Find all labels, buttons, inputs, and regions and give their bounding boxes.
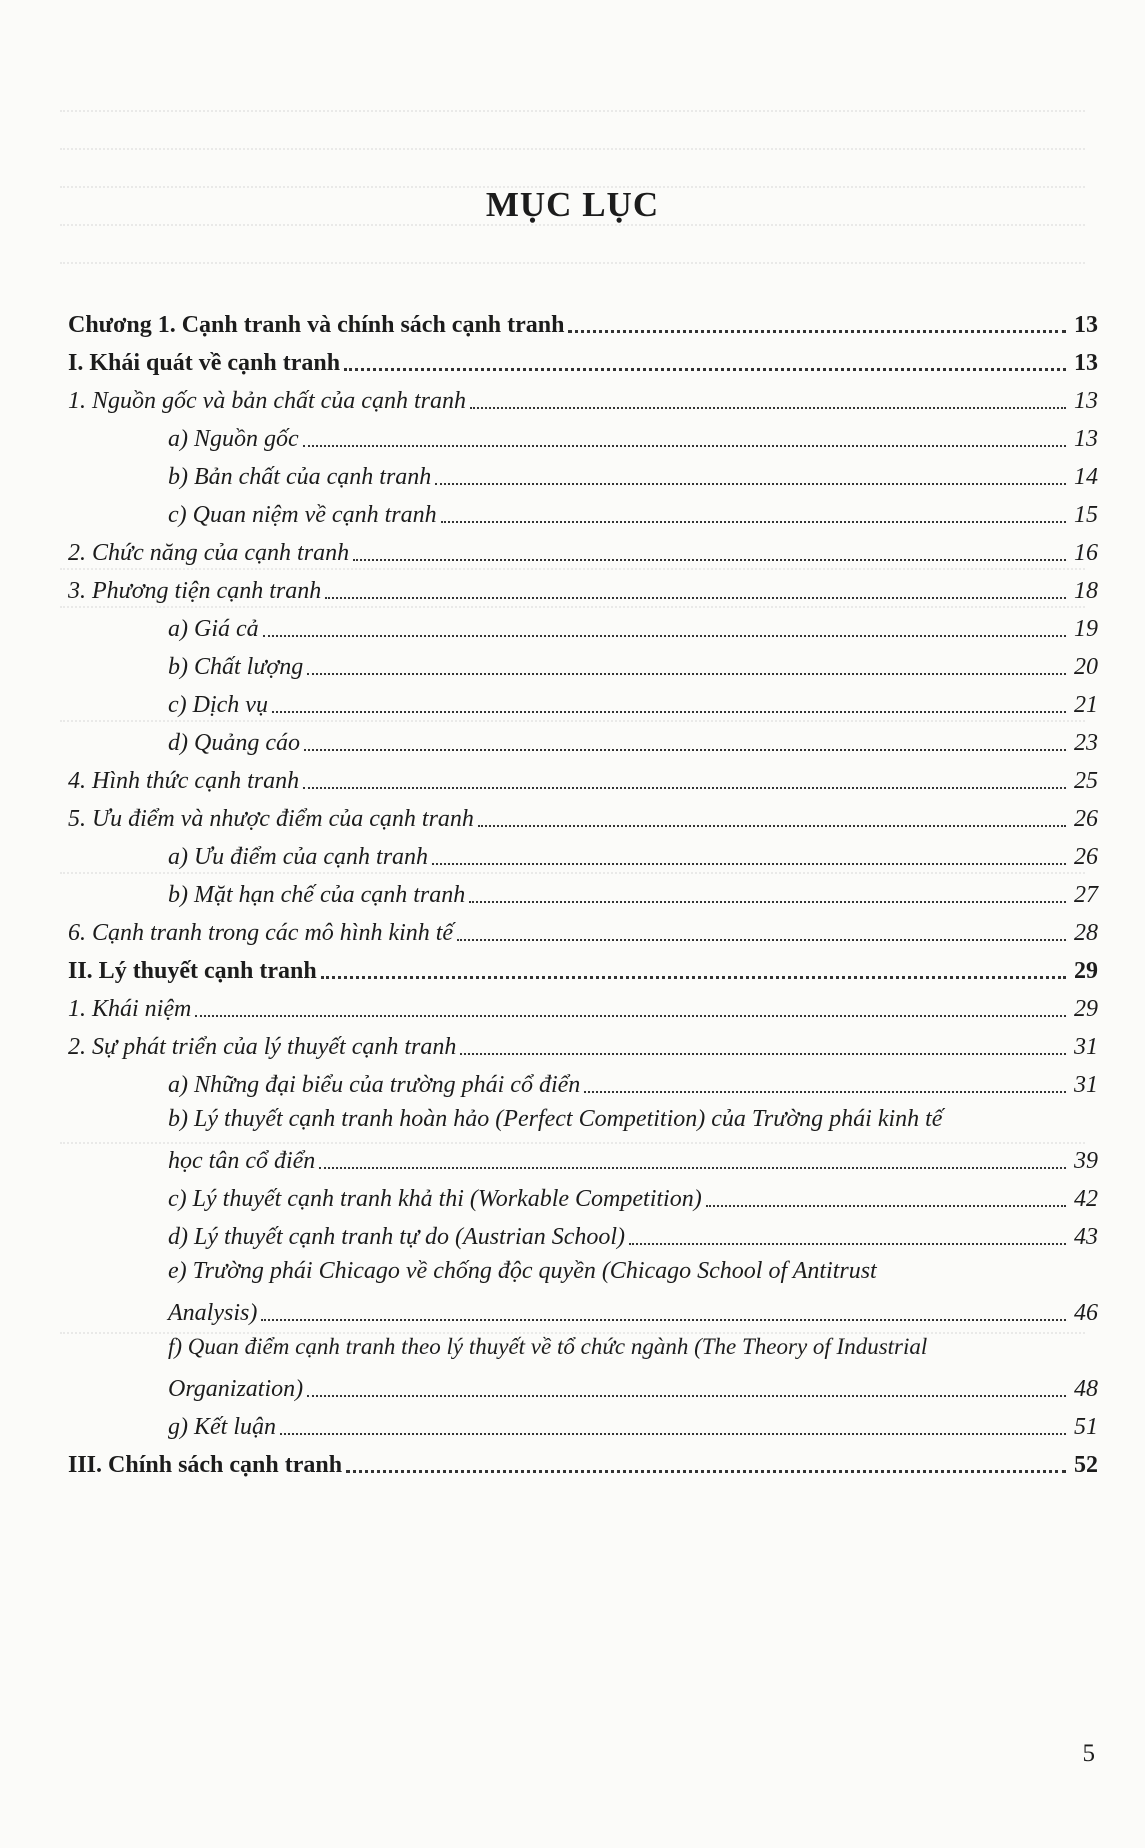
page-ref: 16 — [1074, 540, 1098, 566]
toc-entry[interactable]: học tân cổ điển 39 — [168, 1148, 1098, 1174]
page-ref: 29 — [1074, 996, 1098, 1022]
page-title: MỤC LỤC — [485, 185, 660, 225]
page-ref: 21 — [1074, 692, 1098, 718]
page-ref: 26 — [1074, 806, 1098, 832]
toc-entry[interactable]: d) Quảng cáo 23 — [168, 730, 1098, 756]
toc-entry[interactable]: b) Chất lượng 20 — [168, 654, 1098, 680]
toc-entry-line1: b) Lý thuyết cạnh tranh hoàn hảo (Perfect Competition) của Trường phái kinh tế — [168, 1106, 943, 1132]
toc-entry[interactable]: 2. Chức năng của cạnh tranh 16 — [68, 540, 1098, 566]
page-ref: 14 — [1074, 464, 1098, 490]
toc-entry[interactable]: 1. Nguồn gốc và bản chất của cạnh tranh 13 — [68, 388, 1098, 414]
page-ref: 48 — [1074, 1376, 1098, 1402]
toc-entry[interactable]: Chương 1. Cạnh tranh và chính sách cạnh tranh 13 — [68, 312, 1098, 338]
toc-entry[interactable]: d) Lý thuyết cạnh tranh tự do (Austrian School) 43 — [168, 1224, 1098, 1250]
page-ref: 27 — [1074, 882, 1098, 908]
toc-entry[interactable]: I. Khái quát về cạnh tranh 13 — [68, 350, 1098, 376]
toc-entry[interactable]: c) Lý thuyết cạnh tranh khả thi (Workable Competition) 42 — [168, 1186, 1098, 1212]
page-ref: 28 — [1074, 920, 1098, 946]
page-ref: 31 — [1074, 1034, 1098, 1060]
page-ref: 51 — [1074, 1414, 1098, 1440]
page-ref: 42 — [1074, 1186, 1098, 1212]
page-ref: 13 — [1074, 388, 1098, 414]
toc-entry[interactable]: Organization) 48 — [168, 1376, 1098, 1402]
page-ref: 15 — [1074, 502, 1098, 528]
page-ref: 20 — [1074, 654, 1098, 680]
toc-entry[interactable]: g) Kết luận 51 — [168, 1414, 1098, 1440]
toc-entry[interactable]: 2. Sự phát triển của lý thuyết cạnh tranh 31 — [68, 1034, 1098, 1060]
toc-entry[interactable]: 1. Khái niệm 29 — [68, 996, 1098, 1022]
toc-entry[interactable]: b) Bản chất của cạnh tranh 14 — [168, 464, 1098, 490]
toc-entry[interactable]: II. Lý thuyết cạnh tranh 29 — [68, 958, 1098, 984]
toc-entry[interactable]: a) Ưu điểm của cạnh tranh 26 — [168, 844, 1098, 870]
page-ref: 13 — [1074, 350, 1098, 376]
page-ref: 31 — [1074, 1072, 1098, 1098]
page-ref: 19 — [1074, 616, 1098, 642]
toc-entry[interactable]: 5. Ưu điểm và nhược điểm của cạnh tranh 26 — [68, 806, 1098, 832]
page-ref: 43 — [1074, 1224, 1098, 1250]
toc-entry-line1: f) Quan điểm cạnh tranh theo lý thuyết về tổ chức ngành (The Theory of Industrial — [168, 1334, 928, 1359]
toc-entry[interactable]: c) Quan niệm về cạnh tranh 15 — [168, 502, 1098, 528]
toc-entry[interactable]: 6. Cạnh tranh trong các mô hình kinh tế 28 — [68, 920, 1098, 946]
page-ref: 13 — [1074, 312, 1098, 338]
toc-entry[interactable]: Analysis) 46 — [168, 1300, 1098, 1326]
toc-entry[interactable]: III. Chính sách cạnh tranh 52 — [68, 1452, 1098, 1478]
page-ref: 13 — [1074, 426, 1098, 452]
page-ref: 39 — [1074, 1148, 1098, 1174]
page-ref: 26 — [1074, 844, 1098, 870]
toc-entry-line1: e) Trường phái Chicago về chống độc quyền (Chicago School of Antitrust — [168, 1258, 877, 1284]
toc-entry[interactable]: a) Giá cả 19 — [168, 616, 1098, 642]
page-ref: 29 — [1074, 958, 1098, 984]
page-ref: 46 — [1074, 1300, 1098, 1326]
page-ref: 52 — [1074, 1452, 1098, 1478]
page-number: 5 — [1082, 1740, 1095, 1767]
page-ref: 18 — [1074, 578, 1098, 604]
toc-entry[interactable]: a) Những đại biểu của trường phái cổ điển 31 — [168, 1072, 1098, 1098]
page-ref: 25 — [1074, 768, 1098, 794]
toc-entry[interactable]: c) Dịch vụ 21 — [168, 692, 1098, 718]
toc-entry[interactable]: 4. Hình thức cạnh tranh 25 — [68, 768, 1098, 794]
toc-entry[interactable]: b) Mặt hạn chế của cạnh tranh 27 — [168, 882, 1098, 908]
toc-entry[interactable]: 3. Phương tiện cạnh tranh 18 — [68, 578, 1098, 604]
page-ref: 23 — [1074, 730, 1098, 756]
toc-entry[interactable]: a) Nguồn gốc 13 — [168, 426, 1098, 452]
